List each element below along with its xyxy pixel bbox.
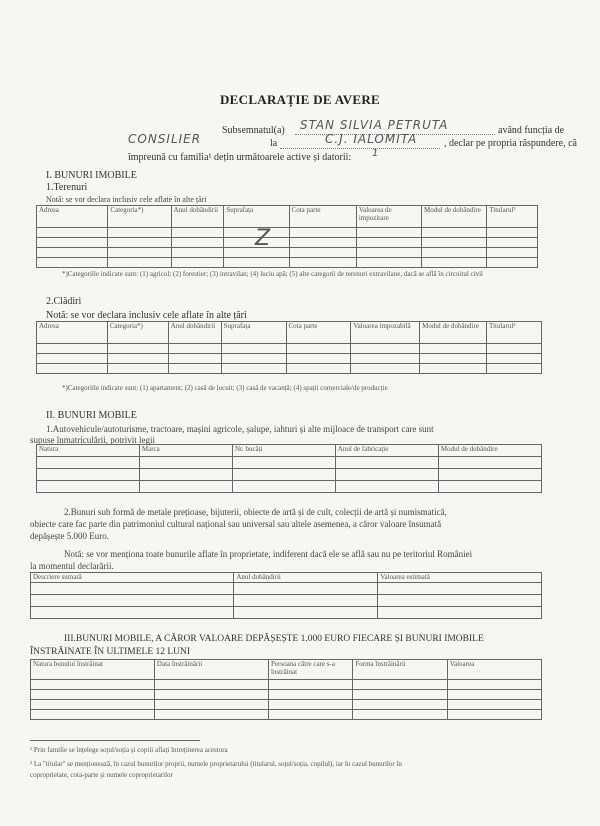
cladiri-note: Notă: se vor declara inclusiv cele aflate în alte țări (46, 310, 247, 321)
terenuri-table (36, 205, 538, 268)
terenuri-col-adresa: Adresa (37, 206, 108, 228)
instrainate-col-persoana: Persoana către care s-a înstrăinat (269, 660, 353, 680)
footnote-separator (30, 740, 200, 741)
terenuri-col-cota: Cota parte (289, 206, 356, 228)
instrainate-col-data: Data înstrăinării (154, 660, 268, 680)
table-row (31, 607, 542, 619)
bunuri-paragraph-line-2: obiecte care fac parte din patrimoniul cultural național sau universal sau altele asemenea, a căror valoare însumată (30, 519, 442, 529)
bunuri-col-descriere: Descriere sumară (31, 573, 234, 583)
terenuri-col-valoarea: Valoarea de impozitare (356, 206, 421, 228)
table-row (31, 700, 542, 710)
bunuri-paragraph-line-3: depășește 5.000 Euro. (30, 531, 109, 541)
cladiri-col-anul: Anul dobândirii (168, 322, 221, 344)
table-row (37, 354, 542, 364)
terenuri-col-anul: Anul dobândirii (171, 206, 224, 228)
table-row (37, 344, 542, 354)
cladiri-col-adresa: Adresa (37, 322, 108, 344)
auto-table (36, 444, 542, 493)
bunuri-pretioase-table (30, 572, 542, 619)
table-row (31, 680, 542, 690)
cladiri-table (36, 321, 542, 374)
bunuri-col-anul: Anul dobândirii (234, 573, 378, 583)
table-row (31, 710, 542, 720)
intro-mark: 1 (372, 148, 380, 159)
auto-col-modul: Modul de dobândire (438, 445, 541, 457)
la-label: la (270, 138, 278, 149)
footnote-2-line-2: coproprietate, cota-parte și numele coproprietarilor (30, 771, 173, 779)
document-title: DECLARAȚIE DE AVERE (219, 92, 381, 107)
auto-col-natura: Natura (37, 445, 140, 457)
auto-col-anul: Anul de fabricație (335, 445, 438, 457)
auto-paragraph-line-2: supuse înmatriculării, potrivit legii (30, 435, 155, 445)
bunuri-note-line-1: Notă: se vor menționa toate bunurile aflate în proprietate, indiferent dacă ele se află sau nu pe teritoriul României (64, 549, 473, 559)
table-row (37, 481, 542, 493)
terenuri-col-modul: Modul de dobândire (422, 206, 487, 228)
auto-col-marca: Marca (139, 445, 232, 457)
section-3-heading-line-1: III.BUNURI MOBILE, A CĂROR VALOARE DEPĂȘEȘTE 1.000 EURO FIECARE ȘI BUNURI IMOBILE (64, 634, 484, 644)
instrainate-table (30, 659, 542, 720)
cladiri-col-valoarea: Valoarea impozabilă (351, 322, 420, 344)
table-row (37, 457, 542, 469)
table-row (37, 258, 538, 268)
avand-functia-label: având funcția de (498, 125, 565, 136)
bunuri-note-line-2: la momentul declarării. (30, 561, 114, 571)
terenuri-col-suprafata: Suprafața (224, 206, 289, 228)
declarant-institution: C.J. IALOMITA (325, 132, 418, 146)
terenuri-note: Notă: se vor declara inclusiv cele aflate în alte țări (46, 195, 207, 204)
subsemnatul-label: Subsemnatul(a) (222, 125, 285, 136)
footnote-2-line-1: ² La "titular" se menționează, în cazul bunurilor proprii, numele proprietarului (titularul, soțul/soția, copilul), iar în cazul bunurilor în (30, 760, 402, 768)
instrainate-col-forma: Forma înstrăinării (353, 660, 447, 680)
institution-dotted-line (280, 148, 440, 149)
cladiri-footnote: *)Categoriile indicate sunt: (1) apartament; (2) casă de locuit; (3) casă de vacanță; (4) spații comerciale/de producție (62, 384, 388, 392)
cladiri-col-cota: Cota parte (286, 322, 351, 344)
table-row (37, 364, 542, 374)
bunuri-paragraph-line-1: 2.Bunuri sub formă de metale prețioase, bijuterii, obiecte de artă și de cult, colecții de artă și numismatică, (64, 507, 447, 517)
cladiri-subheading: 2.Clădiri (46, 296, 82, 307)
section-1-heading: I. BUNURI IMOBILE (46, 170, 137, 181)
table-row (37, 469, 542, 481)
declar-text: , declar pe propria răspundere, că (444, 138, 577, 149)
terenuri-footnote: *)Categoriile indicate sunt: (1) agricol; (2) forestier; (3) intravilan; (4) luciu apă; (5) alte categorii de terenuri extravilane, dacă se află în circuitul civil (62, 270, 483, 278)
cladiri-col-suprafata: Suprafața (221, 322, 286, 344)
intro-line-2: împreună cu familia¹ dețin următoarele active și datorii: (128, 152, 352, 163)
declarant-name: STAN SILVIA PETRUTA (300, 118, 449, 132)
table-row (37, 228, 538, 238)
cladiri-col-categoria: Categoria*) (107, 322, 168, 344)
terenuri-col-titularul: Titularul² (487, 206, 538, 228)
cladiri-col-modul: Modul de dobândire (420, 322, 487, 344)
terenuri-subheading: 1.Terenuri (46, 182, 88, 193)
terenuri-empty-mark: Z (255, 226, 272, 251)
instrainate-col-natura: Natura bunului înstrăinat (31, 660, 155, 680)
table-row (31, 595, 542, 607)
table-row (37, 238, 538, 248)
table-row (31, 690, 542, 700)
declarant-function: CONSILIER (128, 132, 202, 146)
auto-col-nr-bucati: Nr. bucăți (232, 445, 335, 457)
table-row (31, 583, 542, 595)
auto-paragraph-line-1: 1.Autovehicule/autoturisme, tractoare, mașini agricole, șalupe, iahturi și alte mijloace de transport care sunt (46, 424, 434, 434)
terenuri-col-categoria: Categoria*) (108, 206, 171, 228)
instrainate-col-valoarea: Valoarea (447, 660, 541, 680)
table-row (37, 248, 538, 258)
cladiri-col-titularul: Titularul² (487, 322, 542, 344)
section-3-heading-line-2: ÎNSTRĂINATE ÎN ULTIMELE 12 LUNI (30, 647, 191, 657)
bunuri-col-valoarea: Valoarea estimată (378, 573, 542, 583)
section-2-heading: II. BUNURI MOBILE (46, 410, 137, 421)
footnote-1: ¹ Prin familie se înțelege soțul/soția și copiii aflați întreținerea acestora (30, 746, 228, 754)
